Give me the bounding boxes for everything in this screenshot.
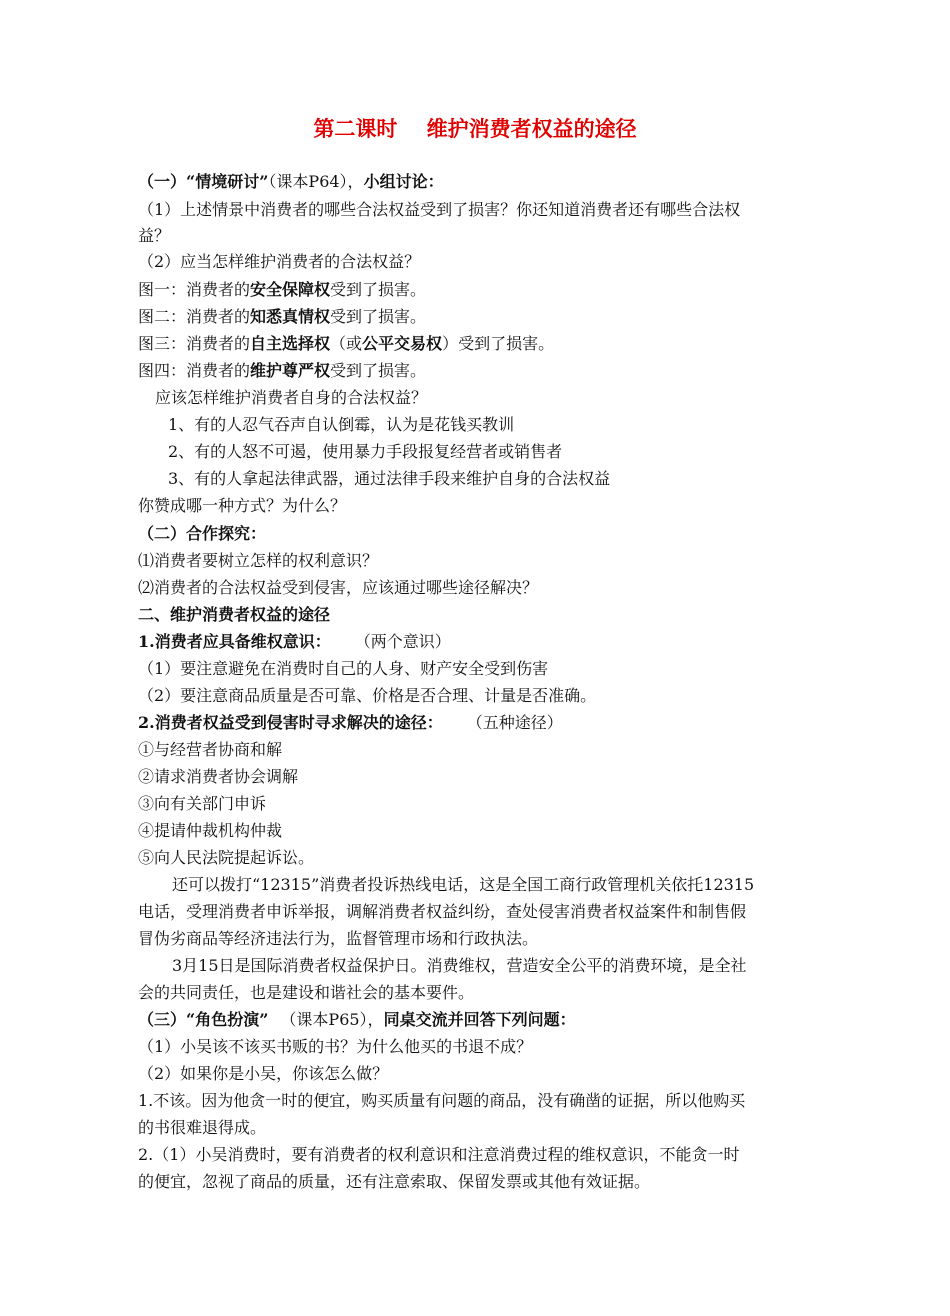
section-1-heading-task: 小组讨论： [363, 172, 444, 191]
point-1-item-2: （2）要注意商品质量是否可靠、价格是否合理、计量是否准确。 [138, 686, 597, 705]
figure-1-answer [138, 280, 838, 300]
answer-1-line-2: 的书很难退得成。 [138, 1118, 267, 1137]
section-1-heading-label: （一）“情境研讨” [138, 172, 269, 191]
point-1-heading [138, 632, 838, 652]
figure-3-right-2: 公平交易权 [362, 334, 443, 353]
answer-1-line-1: 1.不该。因为他贪一时的便宜，购买质量有问题的商品，没有确凿的证据，所以他购买 [138, 1091, 746, 1110]
option-2: 2、有的人怒不可遏，使用暴力手段报复经营者或销售者 [168, 442, 563, 461]
section-2-question-2: ⑵消费者的合法权益受到侵害，应该通过哪些途径解决？ [138, 578, 539, 597]
way-5: ⑤向人民法院提起诉讼。 [138, 848, 315, 867]
option-3: 3、有的人拿起法律武器，通过法律手段来维护自身的合法权益 [168, 469, 611, 488]
option-1: 1、有的人忍气吞声自认倒霉，认为是花钱买教训 [168, 415, 515, 434]
figure-2-right: 知悉真情权 [250, 307, 331, 326]
section-1-which: 你赞成哪一种方式？为什么？ [138, 496, 347, 515]
answer-2-line-2: 的便宜，忽视了商品的质量，还有注意索取、保留发票或其他有效证据。 [138, 1172, 651, 1191]
point-2-title: 2.消费者权益受到侵害时寻求解决的途径： [138, 713, 443, 732]
way-1: ①与经营者协商和解 [138, 740, 283, 759]
section-4-heading-label: （三）“角色扮演” [138, 1010, 269, 1029]
figure-4-prefix: 图四：消费者的 [138, 361, 251, 380]
figure-1-right: 安全保障权 [250, 280, 331, 299]
figure-3-suffix: ）受到了损害。 [442, 334, 555, 353]
section-1-heading-ref: （课本P64）， [268, 172, 364, 191]
figure-2-prefix: 图二：消费者的 [138, 307, 251, 326]
answer-2-line-1: 2.（1）小吴消费时，要有消费者的权利意识和注意消费过程的维权意识，不能贪一时 [138, 1145, 740, 1164]
point-1-item-1: （1）要注意避免在消费时自己的人身、财产安全受到伤害 [138, 659, 549, 678]
figure-2-answer [138, 307, 838, 327]
point-2-note: （五种途径） [466, 713, 563, 732]
way-2: ②请求消费者协会调解 [138, 767, 299, 786]
paragraph-1-line-3: 冒伪劣商品等经济违法行为，监督管理市场和行政执法。 [138, 929, 539, 948]
figure-1-prefix: 图一：消费者的 [138, 280, 251, 299]
paragraph-1-line-1: 还可以拨打“12315”消费者投诉热线电话，这是全国工商行政管理机关依托12315 [172, 875, 755, 894]
section-3-heading: 二、维护消费者权益的途径 [138, 605, 331, 624]
section-1-question-2: （2）应当怎样维护消费者的合法权益？ [138, 252, 421, 271]
section-1-question-1-line-1: （1）上述情景中消费者的哪些合法权益受到了损害？你还知道消费者还有哪些合法权 [138, 200, 741, 219]
page-title: 第二课时 维护消费者权益的途径 [313, 117, 637, 141]
section-4-heading-ref: （课本P65）， [280, 1010, 384, 1029]
section-2-question-1: ⑴消费者要树立怎样的权利意识？ [138, 551, 379, 570]
paragraph-2-line-2: 会的共同责任，也是建设和谐社会的基本要件。 [138, 983, 475, 1002]
paragraph-2-line-1: 3月15日是国际消费者权益保护日。消费维权，营造安全公平的消费环境，是全社 [172, 956, 747, 975]
figure-4-answer [138, 361, 838, 381]
section-1-heading [138, 172, 838, 192]
point-1-note: （两个意识） [354, 632, 451, 651]
figure-3-prefix: 图三：消费者的 [138, 334, 251, 353]
figure-4-right: 维护尊严权 [250, 361, 331, 380]
point-1-title: 1.消费者应具备维权意识： [138, 632, 331, 651]
section-4-heading [138, 1010, 838, 1030]
figure-4-suffix: 受到了损害。 [330, 361, 427, 380]
section-4-question-1: （1）小吴该不该买书贩的书？为什么他买的书退不成？ [138, 1037, 533, 1056]
figure-3-right-1: 自主选择权 [250, 334, 331, 353]
section-2-heading: （二）合作探究： [138, 524, 267, 543]
section-4-heading-task: 同桌交流并回答下列问题： [383, 1010, 576, 1029]
figure-1-suffix: 受到了损害。 [330, 280, 427, 299]
figure-2-suffix: 受到了损害。 [330, 307, 427, 326]
way-4: ④提请仲裁机构仲裁 [138, 821, 283, 840]
figure-3-mid: （或 [330, 334, 363, 353]
point-2-heading [138, 713, 838, 733]
section-4-question-2: （2）如果你是小吴，你该怎么做？ [138, 1064, 389, 1083]
section-1-ask: 应该怎样维护消费者自身的合法权益？ [155, 388, 428, 407]
figure-3-answer [138, 334, 838, 354]
paragraph-1-line-2: 电话，受理消费者申诉举报，调解消费者权益纠纷，查处侵害消费者权益案件和制售假 [138, 902, 747, 921]
section-1-question-1-line-2: 益？ [138, 226, 171, 245]
way-3: ③向有关部门申诉 [138, 794, 267, 813]
